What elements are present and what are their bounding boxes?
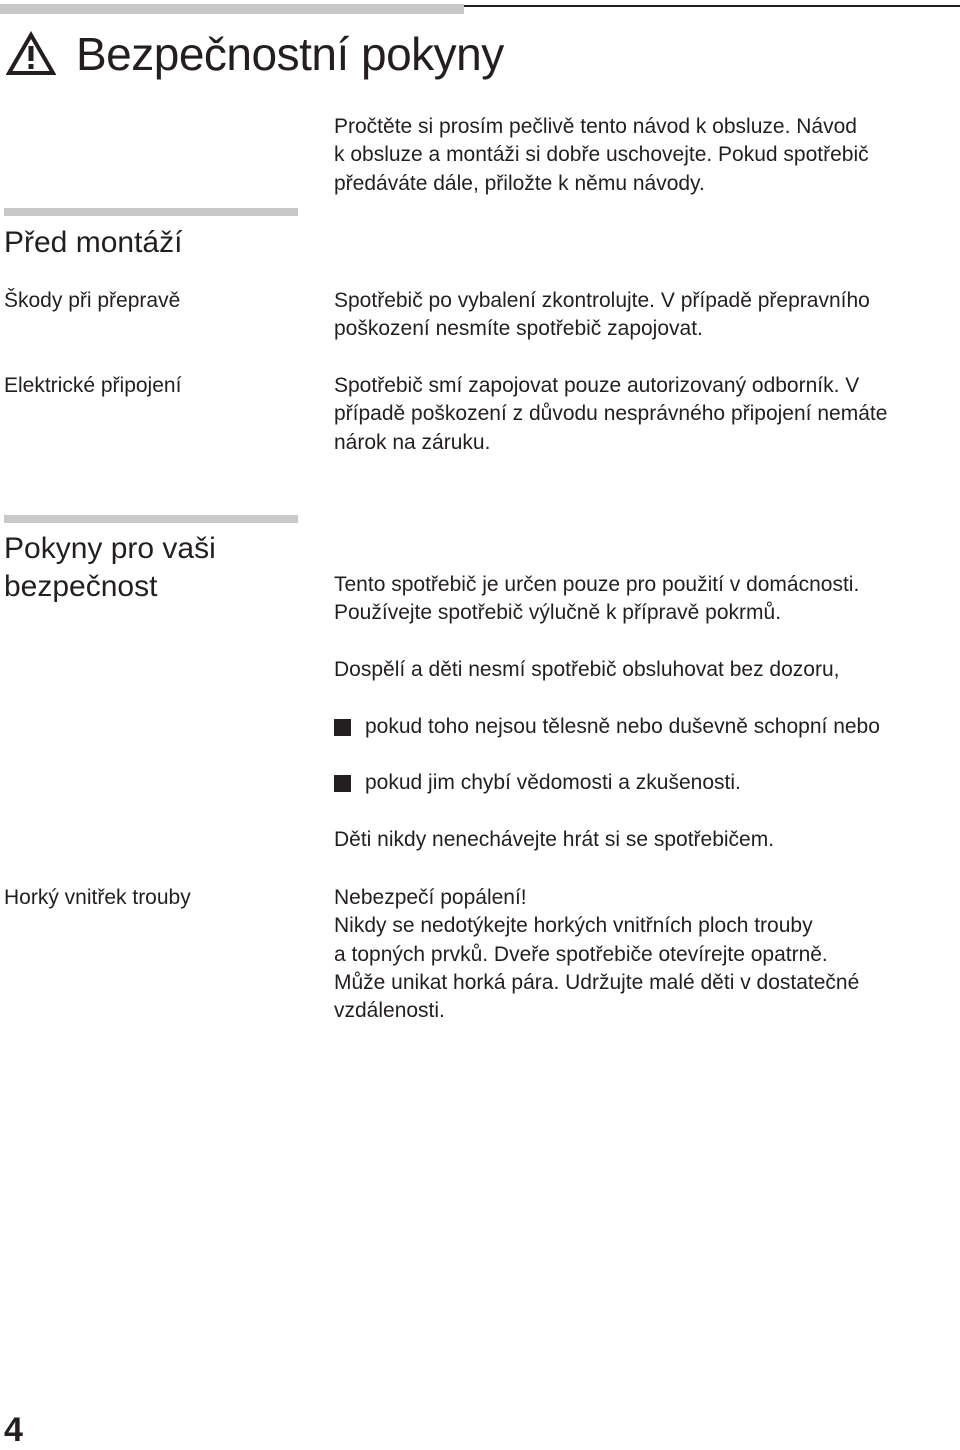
- bullet-square-icon: [334, 775, 351, 792]
- header-rule: [464, 5, 960, 7]
- text-transport-damage: Spotřebič po vybalení zkontrolujte. V případě přepravního poškození nesmíte spotřebič zapojovat.: [334, 289, 870, 341]
- list-item: [334, 713, 880, 741]
- section-heading-before-installation: Před montáží: [4, 226, 183, 259]
- section-bar-safety: [4, 515, 298, 523]
- section-heading-safety-line2: bezpečnost: [4, 570, 158, 603]
- list-item-text: pokud toho nejsou tělesně nebo duševně schopní nebo: [365, 715, 880, 738]
- label-transport-damage: Škody při přepravě: [4, 289, 181, 312]
- header-accent-bar: [0, 4, 464, 14]
- title-row: [6, 22, 504, 86]
- page-number: 4: [4, 1411, 23, 1449]
- warning-triangle-icon: [6, 31, 56, 77]
- list-item-text: pokud jim chybí vědomosti a zkušenosti.: [365, 771, 741, 794]
- text-electrical-connection: Spotřebič smí zapojovat pouze autorizovaný odborník. V případě poškození z důvodu nesprávného připojení nemáte nárok na záruku.: [334, 374, 888, 454]
- list-item: [334, 769, 741, 797]
- text-supervision: Dospělí a děti nesmí spotřebič obsluhovat bez dozoru,: [334, 658, 840, 681]
- bullet-square-icon: [334, 719, 351, 736]
- text-intended-use: Tento spotřebič je určen pouze pro použití v domácnosti. Používejte spotřebič výlučně k přípravě pokrmů.: [334, 573, 860, 625]
- intro-text: Pročtěte si prosím pečlivě tento návod k obsluze. Návod k obsluze a montáži si dobře uschovejte. Pokud spotřebič předáváte dále, přiložte k němu návody.: [334, 115, 869, 195]
- text-children: Děti nikdy nenechávejte hrát si se spotřebičem.: [334, 828, 775, 851]
- label-hot-interior: Horký vnitřek trouby: [4, 886, 191, 909]
- label-electrical-connection: Elektrické připojení: [4, 374, 182, 397]
- section-bar-before-installation: [4, 208, 298, 216]
- section-heading-safety-line1: Pokyny pro vaši: [4, 532, 216, 565]
- text-hot-interior: Nebezpečí popálení! Nikdy se nedotýkejte horkých vnitřních ploch trouby a topných prvků. Dveře spotřebiče otevírejte opatrně. Může unikat horká pára. Udržujte malé děti v dostatečné vzdálenosti.: [334, 886, 860, 1023]
- page-title: Bezpečnostní pokyny: [76, 28, 504, 80]
